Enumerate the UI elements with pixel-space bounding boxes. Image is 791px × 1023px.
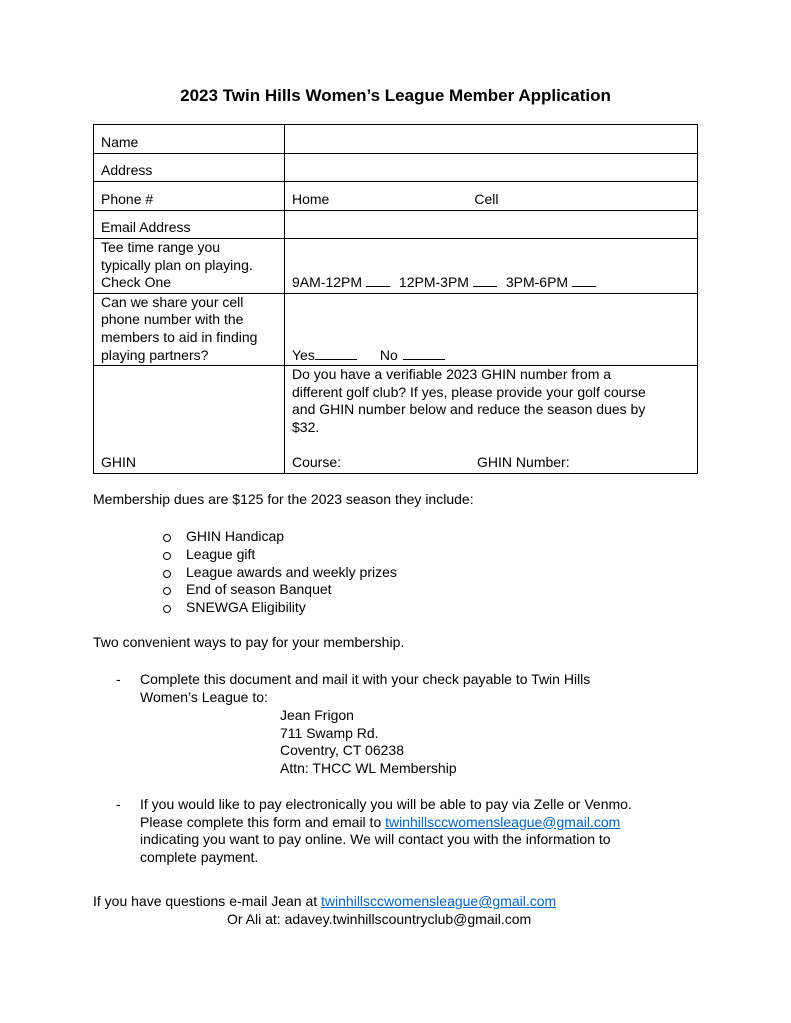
option2-text [140,796,632,866]
dues-list [160,528,397,617]
tee-time-label [94,239,285,294]
list-item: League gift [160,546,397,564]
tee-time-label-line: Check One [101,274,172,291]
mailing-address [280,707,457,777]
share-no-label: No [379,346,398,363]
contact-email-link[interactable]: twinhillsccwomensleague@gmail.com [321,893,557,909]
option2-line: If you would like to pay electronically you will be able to pay via Zelle or Venmo. [140,796,632,812]
pay-intro: Two convenient ways to pay for your membership. [93,634,405,650]
dues-text: Membership dues are $125 for the 2023 season they include: [93,491,474,507]
option2-line: Please complete this form and email to twinhillsccwomensleague@gmail.com [140,813,621,830]
address-line: Coventry, CT 06238 [280,742,404,759]
share-no-blank[interactable] [403,347,445,360]
email-field[interactable] [285,211,698,239]
tee-option-9am-12pm-blank[interactable] [366,274,390,287]
option1-dash: - [116,671,121,687]
hollow-circle-bullet-icon [163,534,171,542]
tee-option-12pm-3pm: 12PM-3PM [398,274,469,291]
phone-field[interactable] [285,182,698,211]
list-item: SNEWGA Eligibility [160,599,397,617]
share-yes-blank[interactable] [315,347,357,360]
ghin-number-label: GHIN Number: [477,454,570,471]
contact-line-2: Or Ali at: adavey.twinhillscountryclub@gmail.com [227,911,532,927]
email-link[interactable]: twinhillsccwomensleague@gmail.com [385,813,621,830]
option1-line: Complete this document and mail it with your check payable to Twin Hills [140,671,591,687]
hollow-circle-bullet-icon [163,605,171,613]
tee-time-label-line: typically plan on playing. [101,256,253,273]
phone-cell-label: Cell [474,191,499,208]
option1-text [140,671,590,706]
share-phone-options [285,293,698,365]
share-phone-label-line: members to aid in finding [101,328,258,345]
ghin-label: GHIN [94,366,285,474]
address-field[interactable] [285,154,698,182]
share-phone-label-line: Can we share your cell [101,293,244,310]
tee-option-12pm-3pm-blank[interactable] [473,274,497,287]
phone-home-label: Home [292,191,330,208]
option1-line: Women’s League to: [140,688,268,705]
tee-option-3pm-6pm: 3PM-6PM [505,274,569,291]
application-form-table [93,124,698,474]
hollow-circle-bullet-icon [163,570,171,578]
name-label: Name [94,125,285,154]
tee-time-label-line: Tee time range you [101,239,221,255]
page-title: 2023 Twin Hills Women’s League Member Application [180,86,611,105]
option2-line: complete payment. [140,848,259,865]
tee-time-options [285,239,698,294]
share-phone-label [94,293,285,365]
ghin-question-line: Do you have a verifiable 2023 GHIN number from a [292,366,612,383]
tee-option-9am-12pm: 9AM-12PM [292,274,363,291]
hollow-circle-bullet-icon [163,587,171,595]
ghin-question-line: different golf club? If yes, please provide your golf course [292,383,646,400]
list-item: End of season Banquet [160,581,397,599]
name-field[interactable] [285,125,698,154]
option2-dash: - [116,796,121,812]
address-label: Address [94,154,285,182]
list-item: GHIN Handicap [160,528,397,546]
contact-line-1: If you have questions e-mail Jean at twinhillsccwomensleague@gmail.com [93,893,557,909]
tee-option-3pm-6pm-blank[interactable] [572,274,596,287]
address-line: Jean Frigon [280,707,354,723]
list-item: League awards and weekly prizes [160,564,397,582]
address-line: Attn: THCC WL Membership [280,759,457,776]
email-label: Email Address [94,211,285,239]
hollow-circle-bullet-icon [163,552,171,560]
address-line: 711 Swamp Rd. [280,724,379,741]
ghin-field[interactable] [285,366,698,474]
phone-label: Phone # [94,182,285,211]
share-phone-label-line: playing partners? [101,346,209,363]
share-phone-label-line: phone number with the [101,311,244,328]
ghin-question-line: and GHIN number below and reduce the season dues by [292,401,646,418]
ghin-question-line: $32. [292,418,320,435]
share-yes-label: Yes [292,346,315,363]
option2-line: indicating you want to pay online. We will contact you with the information to [140,831,611,848]
ghin-course-label: Course: [292,454,342,471]
